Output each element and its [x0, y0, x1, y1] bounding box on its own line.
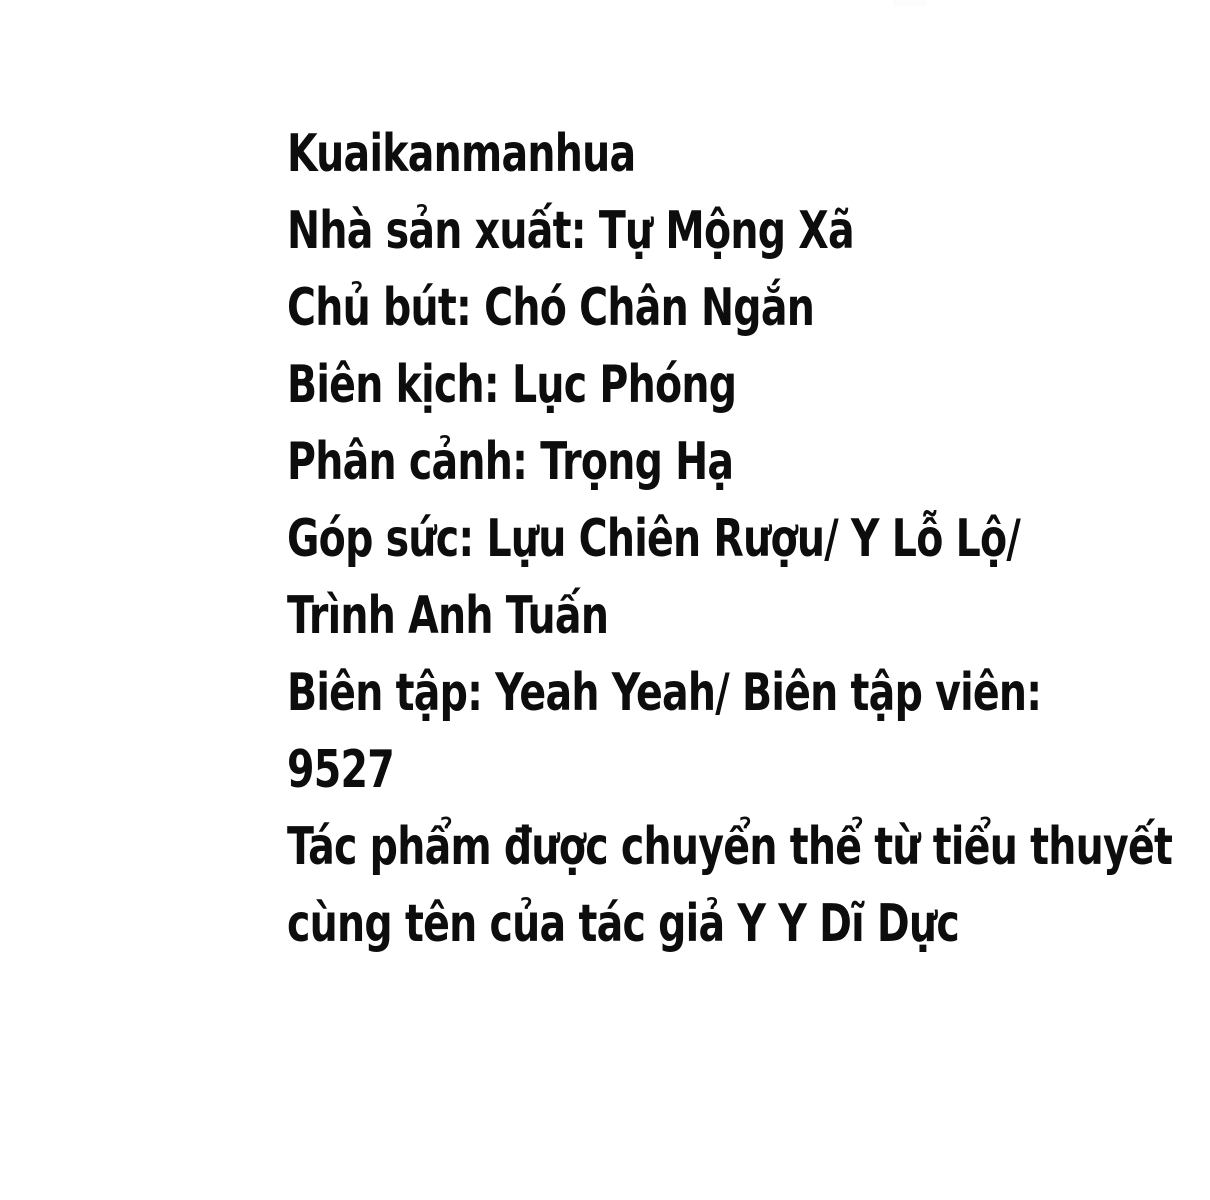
credit-line-scriptwriter: Biên kịch: Lục Phóng: [287, 355, 737, 415]
credit-line-adaptation-note-cont: cùng tên của tác giả Y Y Dĩ Dực: [287, 894, 960, 954]
top-edge-artifact: [893, 0, 927, 6]
credit-line-chief-editor: Chủ bút: Chó Chân Ngắn: [287, 278, 815, 338]
credit-line-editors: Biên tập: Yeah Yeah/ Biên tập viên:: [287, 663, 1042, 723]
credit-line-producer: Nhà sản xuất: Tự Mộng Xã: [287, 201, 854, 261]
credits-block: [287, 116, 1210, 963]
credit-line-adaptation-note: Tác phẩm được chuyển thể từ tiểu thuyết: [287, 817, 1173, 877]
credit-line-storyboard: Phân cảnh: Trọng Hạ: [287, 432, 734, 492]
credit-line-contributors: Góp sức: Lựu Chiên Rượu/ Y Lỗ Lộ/: [287, 509, 1021, 569]
credit-line-publisher: Kuaikanmanhua: [287, 124, 636, 184]
credit-line-contributors-cont: Trình Anh Tuấn: [287, 586, 609, 646]
credit-line-editor-id: 9527: [287, 740, 394, 800]
